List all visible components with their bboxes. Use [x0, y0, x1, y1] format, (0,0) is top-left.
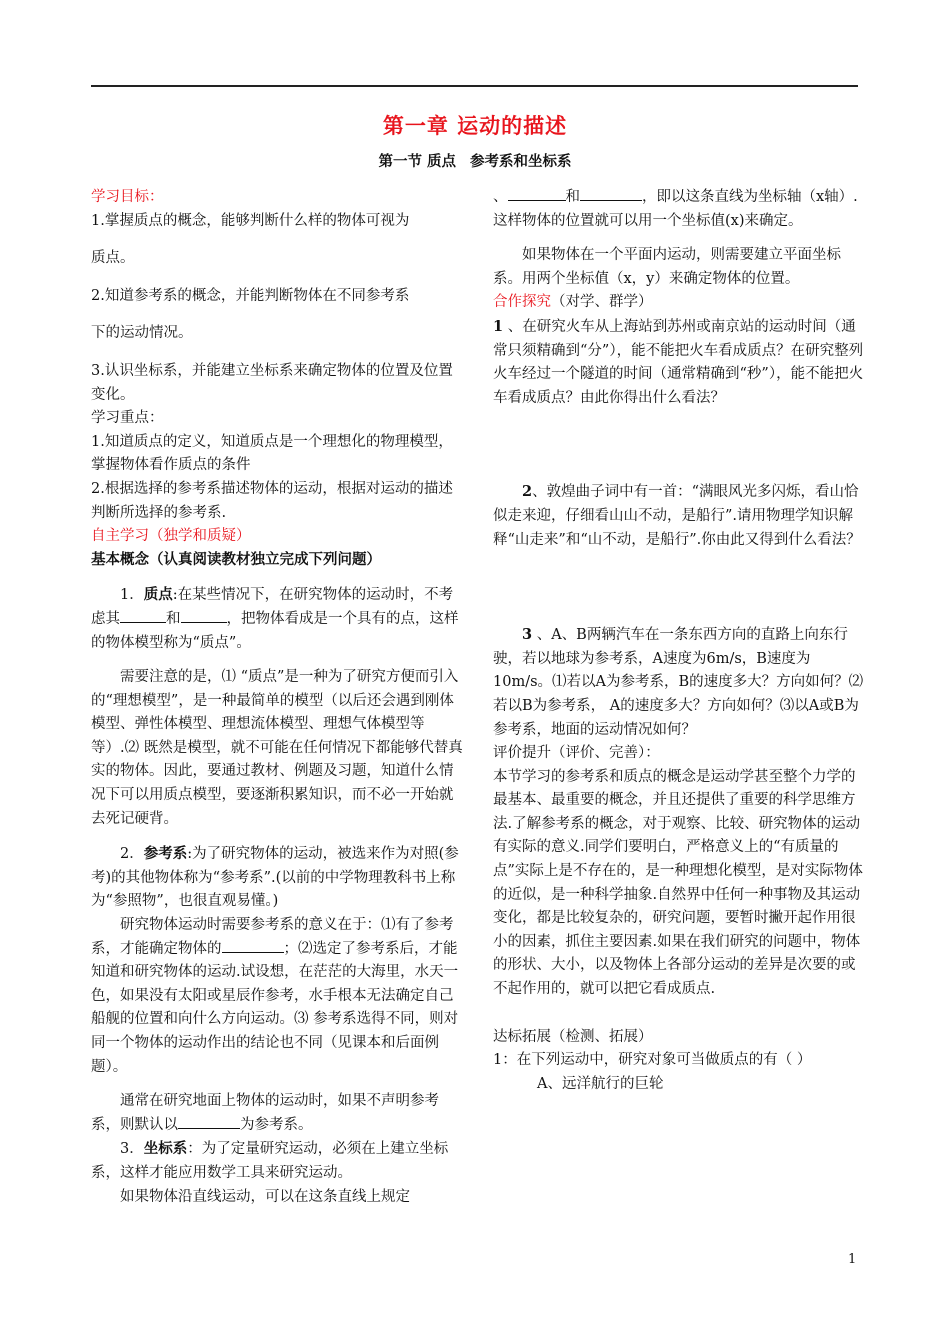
- question-number: 1: [493, 317, 504, 335]
- fill-blank[interactable]: [181, 608, 227, 623]
- concept-term: 质点: [143, 586, 173, 604]
- extension-question-1: 1：在下列运动中，研究对象可当做质点的有（ ）: [493, 1052, 812, 1069]
- chapter-title: 第一章 运动的描述: [382, 114, 568, 138]
- coop-tail: （对学、群学）: [551, 294, 653, 311]
- concept-text: ：为了定量研究运动，必须在上建立坐标系，这样才能应用数学工具来研究运动。: [91, 1141, 449, 1181]
- key-2: 2.根据选择的参考系描述物体的运动，根据对运动的描述判断所选择的参考系.: [91, 480, 453, 521]
- right-column: [493, 186, 866, 1096]
- concept-term: 坐标系: [143, 1140, 188, 1158]
- eval-heading: 评价提升（评价、完善）：: [493, 745, 660, 762]
- fill-blank[interactable]: [508, 186, 566, 201]
- coop-heading: [493, 291, 866, 315]
- plane-coordinates: 如果物体在一个平面内运动，则需要建立平面坐标系。用两个坐标值（x，y）来确定物体的位置。: [493, 247, 841, 287]
- line-motion-text: 如果物体沿直线运动，可以在这条直线上规定: [120, 1188, 410, 1205]
- concept-reference-frame: [91, 842, 463, 914]
- question-3: [493, 623, 866, 742]
- page-number: 1: [848, 1252, 857, 1267]
- header-rule: [91, 85, 858, 87]
- section-name: 第一节 质点: [378, 154, 457, 170]
- concept-text: ，把物体看成是一个具有的点，这样的物体模型称为“质点”。: [91, 610, 459, 651]
- concept-text: 和: [565, 189, 580, 205]
- axis-definition: [493, 186, 866, 233]
- question-text: 、A、B两辆汽车在一条东西方向的直路上向东行驶，若以地球为参考系，A速度为6m/s，B速度为10m/s。⑴若以A为参考系，B的速度多大？方向如何？⑵若以B为参考系， A的速度多大？方向如何？⑶以A或B为参考系，地面的运动情况如何？: [493, 627, 864, 738]
- concept-term: 参考系: [143, 845, 188, 863]
- question-number: 2: [522, 483, 533, 501]
- eval-text: 本节学习的参考系和质点的概念是运动学甚至整个力学的最基本、最重要的概念，并且还提供了重要的科学思维方法.了解参考系的概念，对于观察、比较、研究物体的运动有实际的意义.同学们要明白，严格意义上的“有质量的点”实际上是不存在的，是一种理想化模型，是对实际物体的近似，是一种科学抽象.自然界中任何一种事物及其运动变化，都是比较复杂的，研究问题，要暂时撇开起作用很小的因素，抓住主要因素.如果在我们研究的问题中，物体的形状、大小，以及物体上各部分运动的差异是次要的或不起作用的，就可以把它看成质点.: [493, 768, 863, 998]
- particle-notes: 需要注意的是，⑴ “质点”是一种为了研究方便而引入的“理想模型”，是一种最简单的模型（以后还会遇到刚体模型、弹性体模型、理想流体模型、理想气体模型等等）.⑵ 既然是模型，就不可能在任何情况下都能够代替真实的物体。因此，要通过教材、例题及习题，知道什么情况下可以用质点模型，要逐渐积累知识，而不必一开始就去死记硬背。: [91, 669, 463, 827]
- goal-2a: 2.知道参考系的概念，并能判断物体在不同参考系: [91, 287, 410, 304]
- question-1: [493, 315, 866, 410]
- concept-text: ，即以这条直线为坐标轴（x轴）.这样物体的位置就可以用一个坐标值(x)来确定。: [493, 189, 858, 229]
- concept-text: 、: [493, 189, 508, 205]
- concepts-heading: 基本概念（认真阅读教材独立完成下列问题）: [91, 551, 381, 568]
- fill-blank[interactable]: [580, 186, 642, 201]
- concept-coordinate-system: [91, 1137, 463, 1185]
- concept-number: 2．: [120, 846, 144, 863]
- coop-label: 合作探究: [493, 294, 551, 311]
- fill-blank[interactable]: [120, 608, 166, 623]
- concept-text: 研究物体运动时需要参考系的意义在于：⑴有了参考系，才能确定物体的: [91, 917, 454, 957]
- concept-number: 1．: [120, 587, 144, 604]
- concept-text: 为参考系。: [240, 1116, 313, 1133]
- goal-1b: 质点。: [91, 250, 135, 267]
- goals-heading: 学习目标：: [91, 189, 164, 205]
- concept-text: 通常在研究地面上物体的运动时，如果不声明参考系，则默认以: [91, 1093, 439, 1133]
- concept-particle: [91, 583, 463, 655]
- concept-text: :在某些情况下，在研究物体的运动时，不考虑其: [91, 587, 454, 627]
- section-topic: 参考系和坐标系: [470, 154, 572, 170]
- goal-3: 3.认识坐标系，并能建立坐标系来确定物体的位置及位置变化。: [91, 362, 453, 403]
- self-study-heading: 自主学习（独学和质疑）: [91, 528, 251, 545]
- reference-frame-meaning: [91, 914, 463, 1079]
- question-number: 3: [522, 626, 533, 644]
- option-a: A、远洋航行的巨轮: [537, 1075, 664, 1092]
- goal-1a: 1.掌握质点的概念，能够判断什么样的物体可视为: [91, 212, 410, 229]
- question-text: 、在研究火车从上海站到苏州或南京站的运动时间（通常只须精确到“分”），能不能把火车看成质点？在研究整列火车经过一个隧道的时间（通常精确到“秒”），能不能把火车看成质点？由此你得出什么看法？: [493, 318, 864, 406]
- fill-blank[interactable]: [178, 1114, 240, 1129]
- goal-2b: 下的运动情况。: [91, 325, 193, 342]
- concept-text: :为了研究物体的运动，被选来作为对照(参考)的其他物体称为“参考系”.(以前的中学物理教科书上称为“参照物”，也很直观易懂。): [91, 846, 459, 910]
- concept-text: ；⑵选定了参考系后，才能知道和研究物体的运动.试设想，在茫茫的大海里，水天一色，如果没有太阳或星辰作参考，水手根本无法确定自己船舰的位置和向什么方向运动。⑶ 参考系选得不同，则对同一个物体的运动作出的结论也不同（见课本和后面例题）。: [91, 940, 459, 1075]
- key-1: 1.知道质点的定义，知道质点是一个理想化的物理模型，掌握物体看作质点的条件: [91, 433, 453, 474]
- key-heading: 学习重点：: [91, 410, 164, 427]
- default-reference: [91, 1090, 463, 1137]
- question-2: [493, 480, 866, 552]
- question-text: 、敦煌曲子词中有一首：“满眼风光多闪烁，看山恰似走来迎，仔细看山山不动，是船行”.请用物理学知识解释“山走来”和“山不动，是船行”.你由此又得到什么看法？: [493, 484, 861, 548]
- extension-heading: 达标拓展（检测、拓展）: [493, 1028, 653, 1045]
- section-title: [0, 150, 950, 171]
- fill-blank[interactable]: [222, 938, 284, 953]
- concept-number: 3．: [120, 1141, 144, 1158]
- concept-text: 和: [166, 610, 181, 627]
- left-column: [91, 186, 463, 1209]
